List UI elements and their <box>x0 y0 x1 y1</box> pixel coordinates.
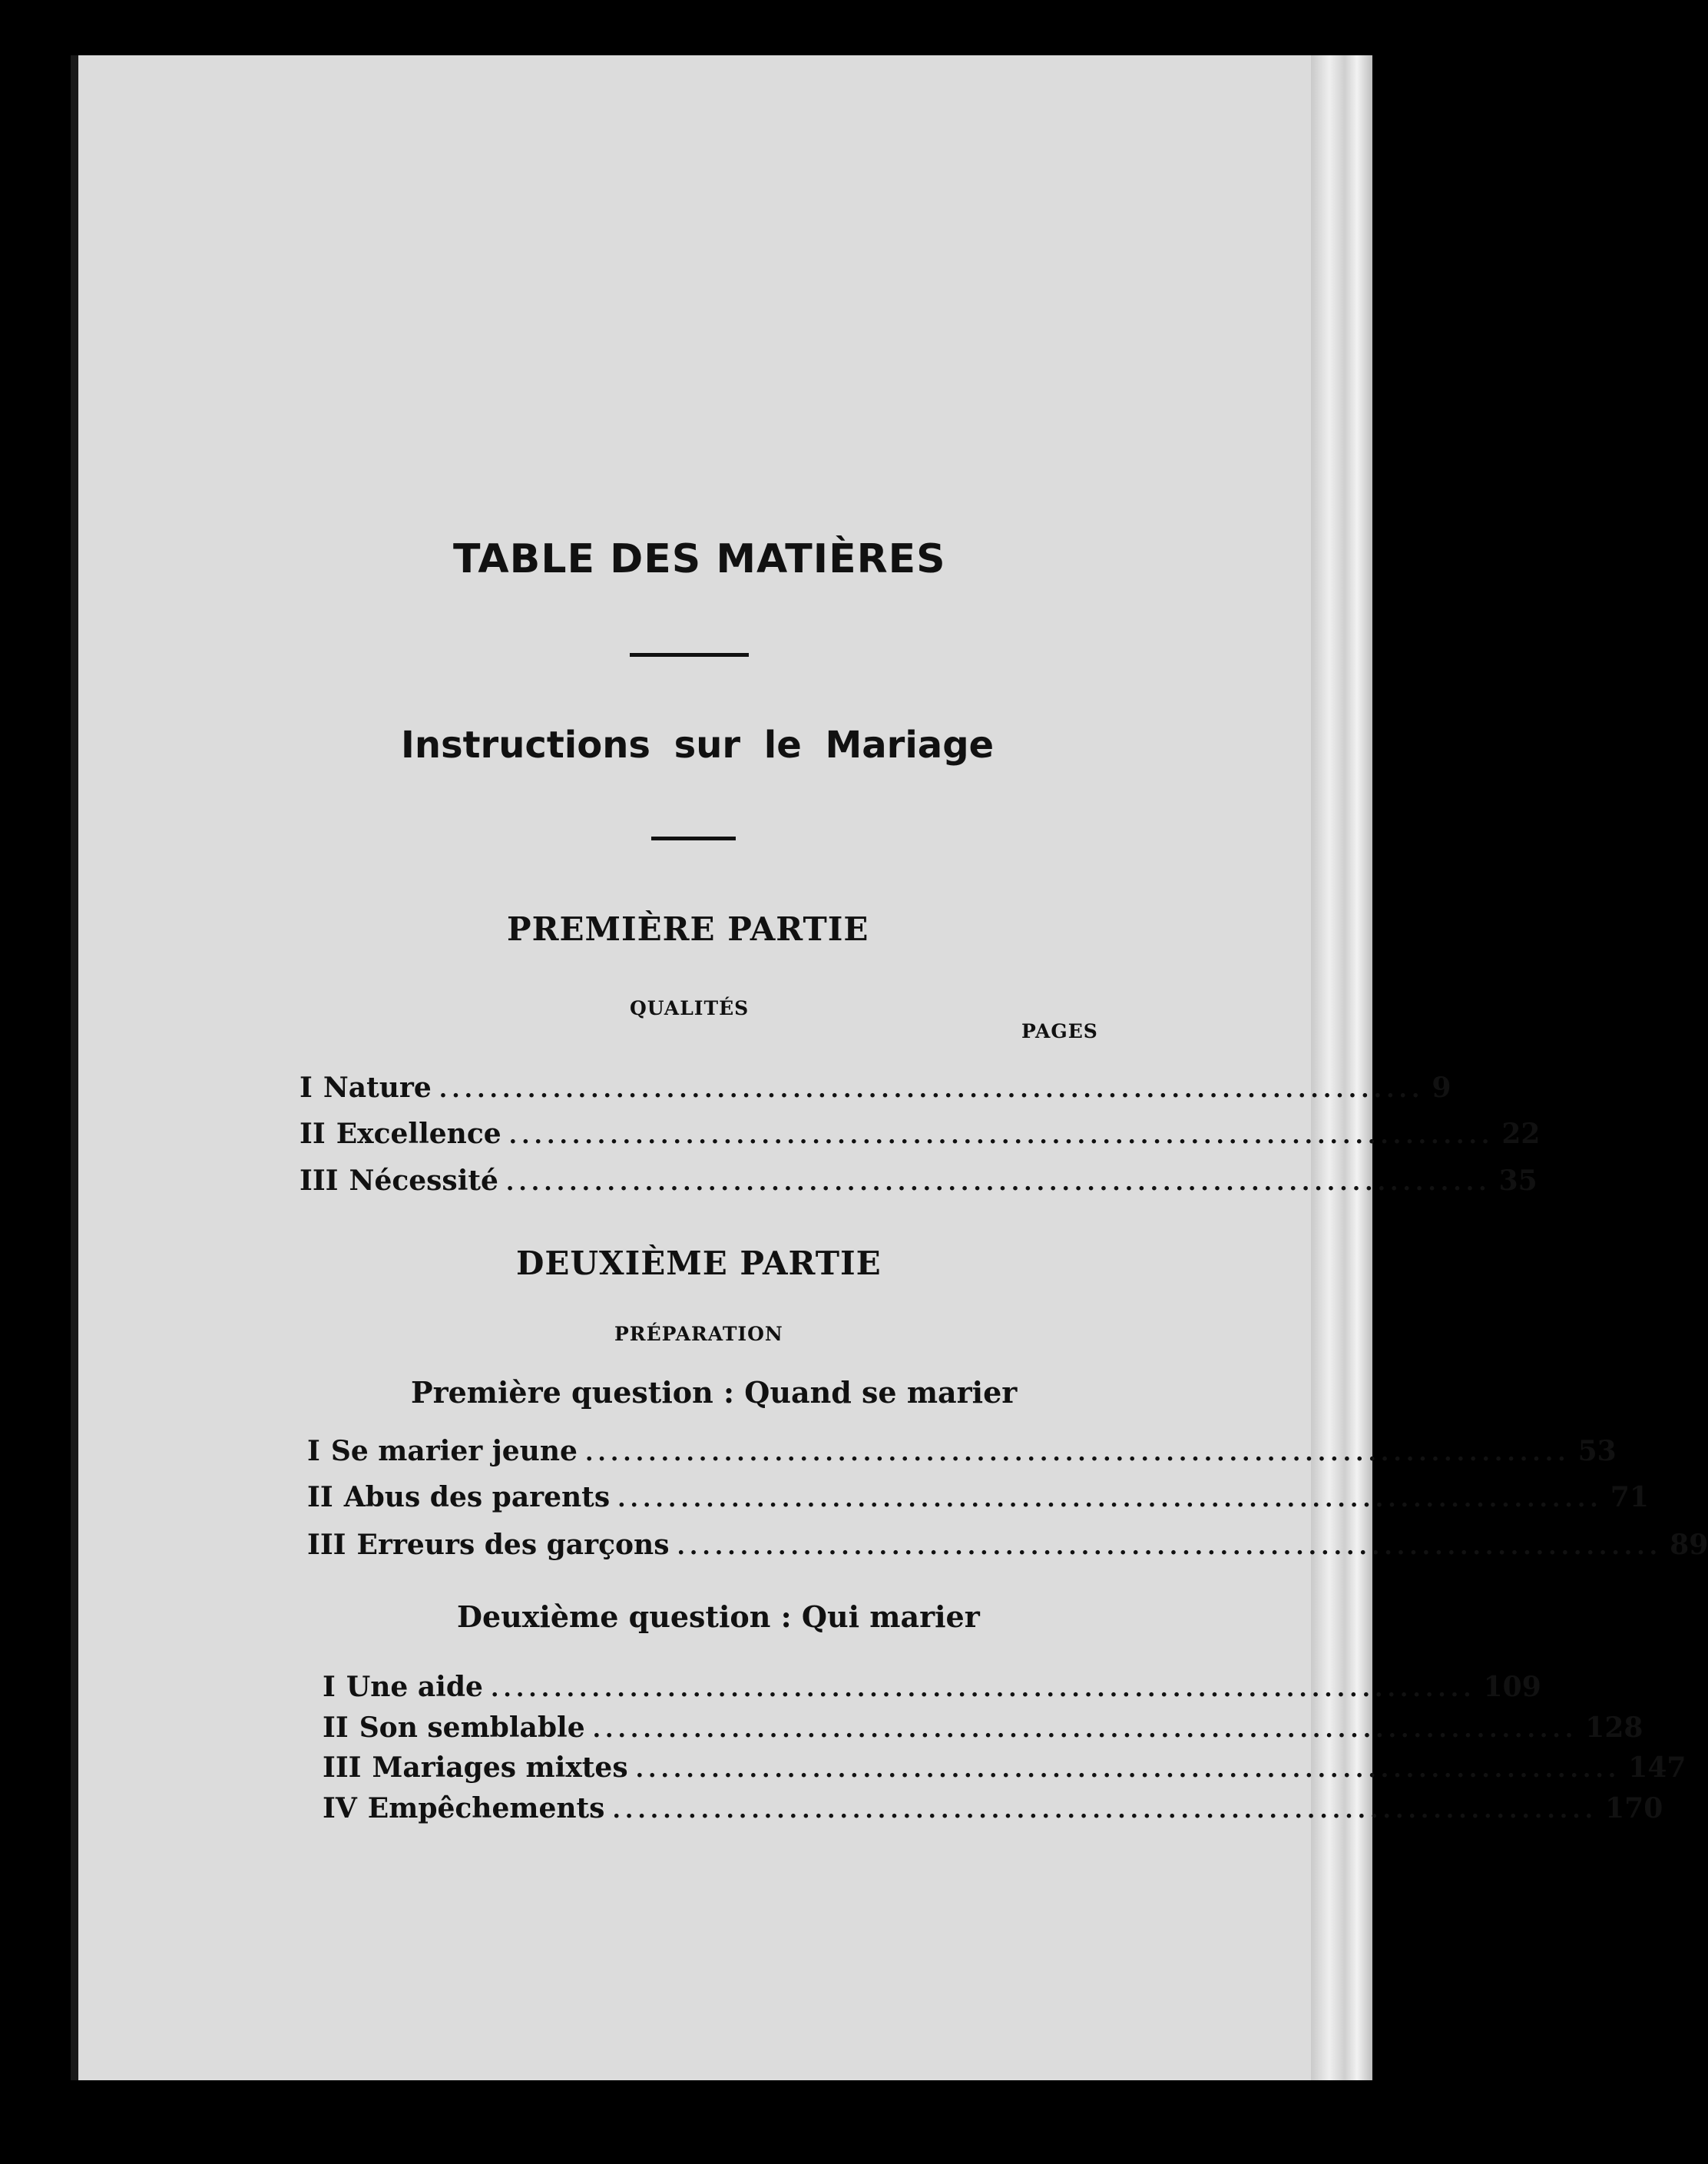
entry-page: 170 <box>1605 1792 1663 1824</box>
question2-heading: Deuxième question : Qui marier <box>457 1599 980 1634</box>
entry-number: III <box>300 1165 339 1197</box>
entry-label: Erreurs des garçons <box>356 1529 670 1561</box>
dot-leader: .............................................................................. <box>505 1169 1491 1196</box>
entry-number: II <box>300 1118 326 1150</box>
page-title: TABLE DES MATIÈRES <box>453 536 946 582</box>
toc-entry <box>323 1671 1541 1703</box>
entry-label: Empêchements <box>367 1792 605 1824</box>
entry-number: I <box>323 1671 336 1703</box>
entry-number: II <box>323 1712 349 1744</box>
toc-entry <box>323 1792 1663 1824</box>
question1-heading: Première question : Quand se marier <box>411 1375 1018 1410</box>
part2-section: PRÉPARATION <box>614 1323 783 1345</box>
entry-page: 35 <box>1498 1165 1538 1197</box>
entry-page: 109 <box>1483 1671 1541 1703</box>
entry-label: Se marier jeune <box>330 1435 578 1467</box>
title-rule <box>630 653 749 657</box>
toc-entry <box>323 1712 1643 1744</box>
toc-entry <box>307 1529 1708 1561</box>
entry-label: Son semblable <box>359 1712 585 1744</box>
toc-entry <box>300 1165 1538 1197</box>
dot-leader: .............................................................................. <box>635 1756 1621 1783</box>
dot-leader: .............................................................................. <box>508 1122 1494 1149</box>
dot-leader: .............................................................................. <box>612 1797 1598 1824</box>
dot-leader: .............................................................................. <box>439 1076 1425 1103</box>
entry-page: 9 <box>1432 1072 1451 1104</box>
toc-entry <box>323 1751 1686 1784</box>
book-subtitle: Instructions sur le Mariage <box>401 724 995 767</box>
toc-entry <box>307 1435 1617 1467</box>
entry-page: 71 <box>1610 1481 1649 1513</box>
toc-entry <box>300 1072 1451 1104</box>
entry-page: 22 <box>1501 1118 1541 1150</box>
entry-page: 89 <box>1670 1529 1708 1561</box>
entry-number: I <box>307 1435 320 1467</box>
entry-label: Excellence <box>336 1118 501 1150</box>
entry-number: I <box>300 1072 313 1104</box>
entry-label: Une aide <box>346 1671 483 1703</box>
entry-number: III <box>323 1751 362 1784</box>
dot-leader: .............................................................................. <box>617 1486 1603 1513</box>
dot-leader: .............................................................................. <box>677 1533 1663 1560</box>
entry-number: II <box>307 1481 333 1513</box>
part2-heading: DEUXIÈME PARTIE <box>516 1244 882 1282</box>
toc-entry <box>307 1481 1649 1513</box>
subtitle-rule <box>651 837 736 840</box>
entry-page: 128 <box>1585 1712 1643 1744</box>
part1-section: QUALITÉS <box>630 997 750 1019</box>
entry-label: Nécessité <box>349 1165 498 1197</box>
entry-number: III <box>307 1529 346 1561</box>
dot-leader: .............................................................................. <box>584 1440 1571 1466</box>
entry-label: Nature <box>323 1072 432 1104</box>
entry-page: 147 <box>1628 1751 1686 1784</box>
dot-leader: .............................................................................. <box>592 1716 1578 1743</box>
entry-page: 53 <box>1577 1435 1617 1467</box>
pages-header: PAGES <box>1021 1020 1098 1042</box>
dot-leader: .............................................................................. <box>490 1675 1476 1702</box>
entry-number: IV <box>323 1792 357 1824</box>
entry-label: Mariages mixtes <box>372 1751 628 1784</box>
entry-label: Abus des parents <box>343 1481 611 1513</box>
part1-heading: PREMIÈRE PARTIE <box>507 910 869 948</box>
toc-entry <box>300 1118 1541 1150</box>
